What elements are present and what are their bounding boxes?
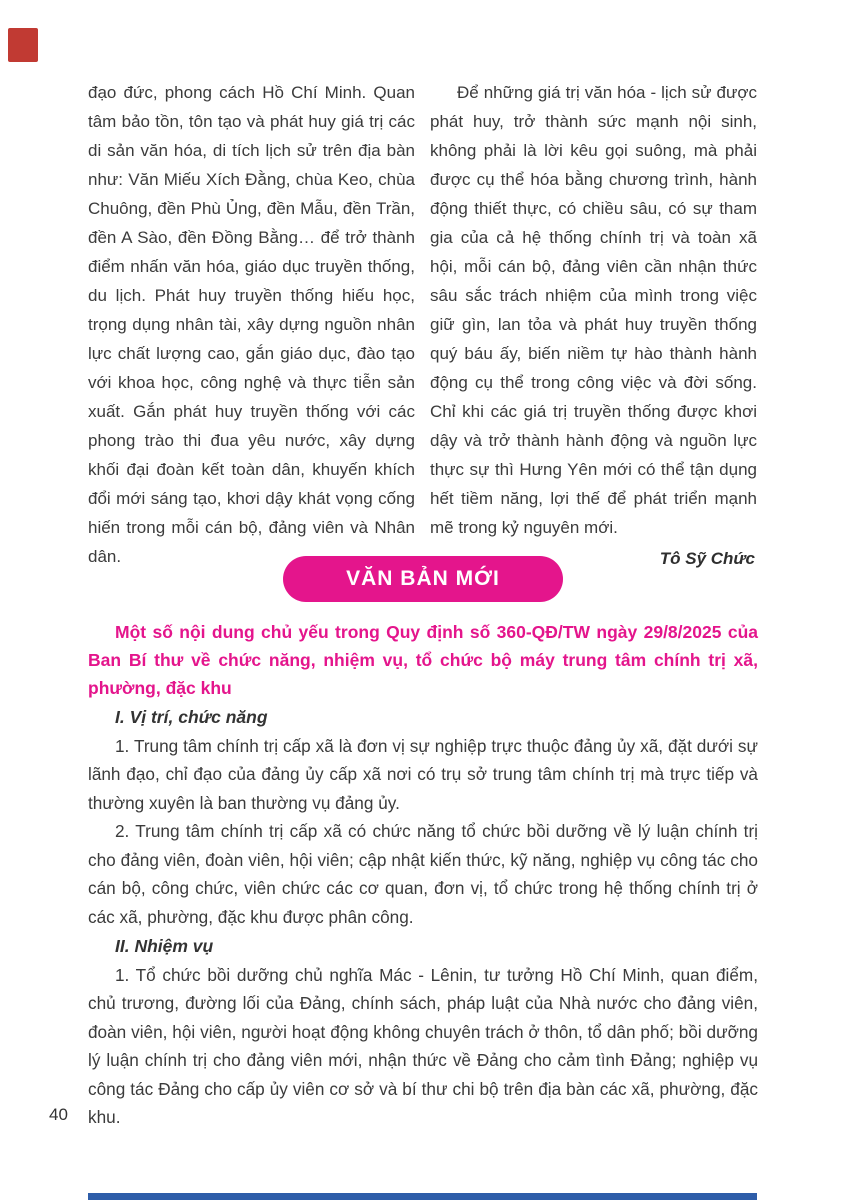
section-banner-label: VĂN BẢN MỚI (346, 567, 500, 590)
section-1-paragraph-2: 2. Trung tâm chính trị cấp xã có chức năng tổ chức bồi dưỡng về lý luận chính trị cho đảng viên, đoàn viên, hội viên; cập nhật kiến thức, kỹ năng, nghiệp vụ công tác cho cán bộ, công chức, viên chức các cơ quan, đơn vị, tổ chức trong hệ thống chính trị ở các xã, phường, đặc khu được phân công. (88, 821, 758, 927)
page-corner-mark (8, 28, 38, 62)
section-heading-2: II. Nhiệm vụ (115, 936, 214, 956)
new-document-section (88, 618, 758, 1132)
page-number: 40 (49, 1105, 68, 1124)
article-author: Tô Sỹ Chức (659, 549, 755, 568)
document-title: Một số nội dung chủ yếu trong Quy định số 360-QĐ/TW ngày 29/8/2025 của Ban Bí thư về chức năng, nhiệm vụ, tổ chức bộ máy trung tâm chính trị xã, phường, đặc khu (88, 622, 758, 698)
article-text-right: Để những giá trị văn hóa - lịch sử được phát huy, trở thành sức mạnh nội sinh, không phải là lời kêu gọi suông, mà phải được cụ thể hóa bằng chương trình, hành động thiết thực, có chiều sâu, có sự tham gia của cả hệ thống chính trị và toàn xã hội, mỗi cán bộ, đảng viên cần nhận thức sâu sắc trách nhiệm của mình trong việc giữ gìn, lan tỏa và phát huy truyền thống quý báu ấy, biến niềm tự hào thành hành động cụ thể trong công việc và đời sống. Chỉ khi các giá trị truyền thống được khơi dậy và trở thành hành động và nguồn lực thực sự thì Hưng Yên mới có thể tận dụng hết tiềm năng, lợi thế để phát triển mạnh mẽ trong kỷ nguyên mới. (430, 83, 757, 537)
section-heading-1: I. Vị trí, chức năng (115, 707, 268, 727)
article-columns (88, 78, 758, 573)
article-text-left: đạo đức, phong cách Hồ Chí Minh. Quan tâm bảo tồn, tôn tạo và phát huy giá trị các di sản văn hóa, di tích lịch sử trên địa bàn như: Văn Miếu Xích Đằng, chùa Keo, chùa Chuông, đền Phù Ủng, đền Mẫu, đền Trần, đền A Sào, đền Đồng Bằng… để trở thành điểm nhấn văn hóa, giáo dục truyền thống, du lịch. Phát huy truyền thống hiếu học, trọng dụng nhân tài, xây dựng nguồn nhân lực chất lượng cao, gắn giáo dục, đào tạo với khoa học, công nghệ và thực tiễn sản xuất. Gắn phát huy truyền thống với các phong trào thi đua yêu nước, xây dựng khối đại đoàn kết toàn dân, khuyến khích đổi mới sáng tạo, khơi dậy khát vọng cống hiến trong mỗi cán bộ, đảng viên và Nhân dân. (88, 83, 415, 566)
section-2-paragraph-1: 1. Tổ chức bồi dưỡng chủ nghĩa Mác - Lênin, tư tưởng Hồ Chí Minh, quan điểm, chủ trương, đường lối của Đảng, chính sách, pháp luật của Nhà nước cho đảng viên, đoàn viên, hội viên, người hoạt động không chuyên trách ở thôn, tổ dân phố; bồi dưỡng lý luận chính trị cho đảng viên mới, nhận thức về Đảng cho cảm tình Đảng; nghiệp vụ công tác Đảng cho cấp ủy viên cơ sở và bí thư chi bộ trên địa bàn các xã, phường, đặc khu. (88, 964, 758, 1127)
article-left-column (88, 78, 415, 573)
section-banner (283, 556, 563, 602)
section-1-paragraph-1: 1. Trung tâm chính trị cấp xã là đơn vị sự nghiệp trực thuộc đảng ủy xã, đặt dưới sự lãnh đạo, chỉ đạo của đảng ủy cấp xã nơi có trụ sở trung tâm chính trị mà trực tiếp và thường xuyên là ban thường vụ đảng ủy. (88, 735, 758, 813)
page-footer-rule (88, 1193, 757, 1200)
article-right-column (430, 78, 757, 573)
